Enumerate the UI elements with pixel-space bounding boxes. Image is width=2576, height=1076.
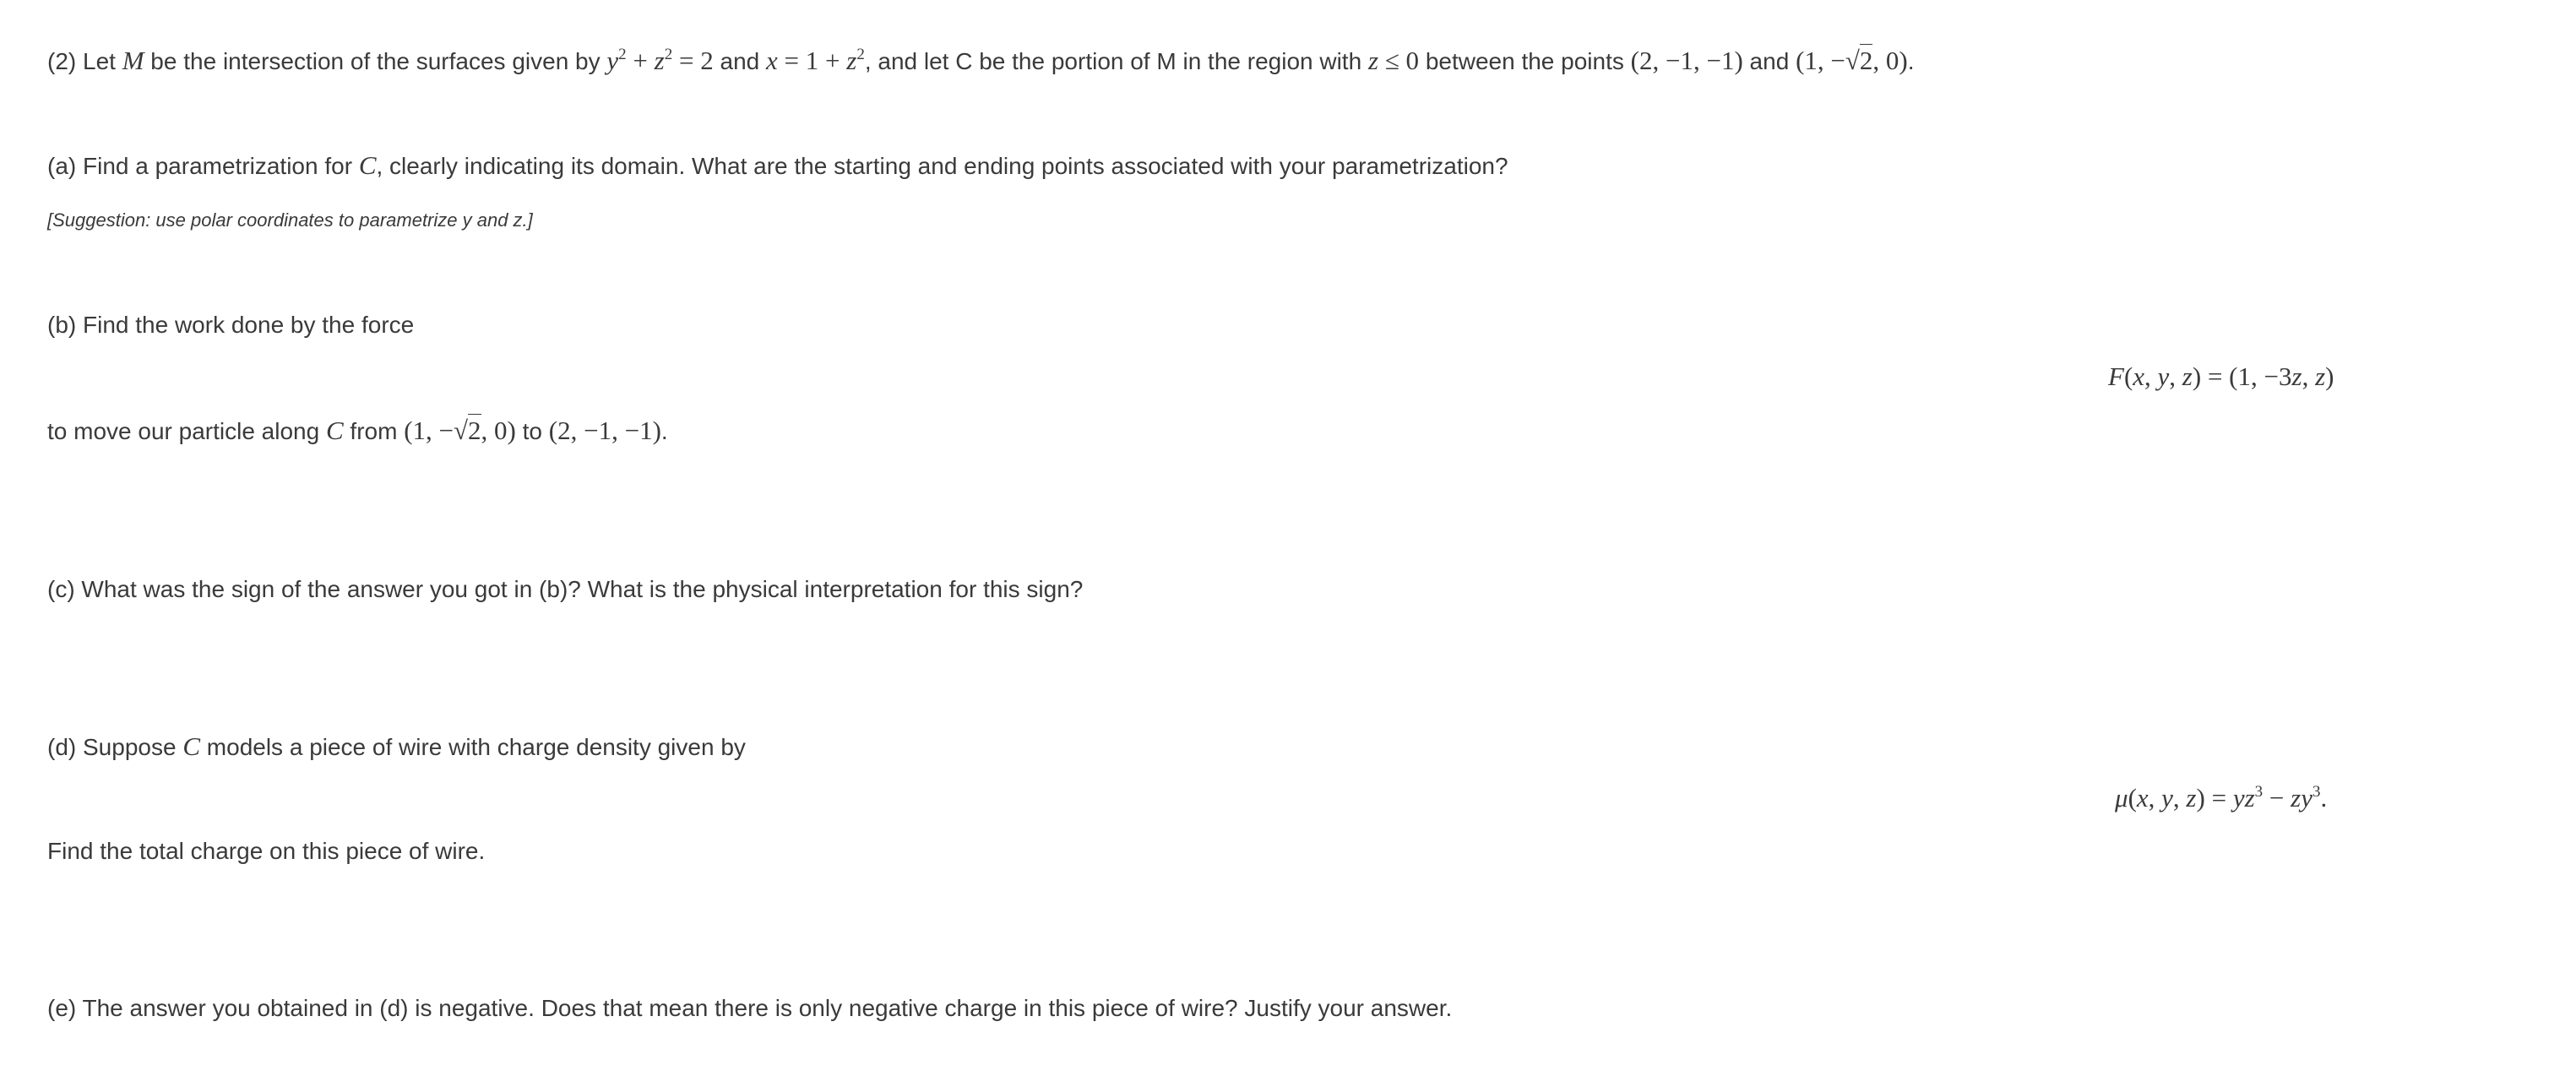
part-a-suggestion: [Suggestion: use polar coordinates to parametrize y and z.] [47,209,533,231]
part-c-question: (c) What was the sign of the answer you got in (b)? What is the physical interpretation for this sign? [47,576,1084,602]
math-from-point: (1, −√2, 0) [404,416,516,445]
intro-text: between the points [1425,48,1631,74]
intro-text: , and let C be the portion of M in the region with [864,48,1368,74]
part-b-text: to [515,418,549,444]
math-to-point: (2, −1, −1) [548,416,661,445]
part-a-question [47,149,1508,183]
part-b-text: to move our particle along [47,418,326,444]
part-b-question: (b) Find the work done by the force [47,312,415,338]
math-region: z ≤ 0 [1367,46,1420,75]
force-field-formula: F(x, y, z) = (1, −3z, z) [2108,361,2334,391]
intro-text: . [1907,48,1915,74]
problem-statement [47,44,1915,79]
part-b-continuation [47,414,668,448]
math-C: C [358,150,377,180]
intro-text: and [713,48,766,74]
math-M: M [122,46,144,75]
part-b-text: from [343,418,405,444]
math-point-b: (1, −√2, 0) [1796,46,1908,75]
part-d-text: models a piece of wire with charge density given by [200,734,746,760]
part-d-text: (d) Suppose [47,734,183,760]
intro-text: (2) Let [47,48,122,74]
charge-density-formula: μ(x, y, $z) = yz^3 - zy^3$. [2115,783,2328,812]
part-a-text: , clearly indicating its domain. What are the starting and ending points associated with your parametrization? [376,153,1508,179]
math-C: C [325,416,344,445]
intro-text: be the intersection of the surfaces given by [144,48,607,74]
part-b-text: . [660,418,668,444]
math-surface-2: $x = 1 + z^2$ [766,46,865,75]
math-surface-1: $y^2 + z^2 = 2$ [606,46,714,75]
part-e-question: (e) The answer you obtained in (d) is negative. Does that mean there is only negative charge in this piece of wire? Justify your answer. [47,995,1453,1021]
math-point-a: (2, −1, −1) [1630,46,1743,75]
intro-text: and [1742,48,1796,74]
part-a-text: (a) Find a parametrization for [47,153,359,179]
part-d-instruction: Find the total charge on this piece of wire. [47,838,486,864]
part-d-question [47,730,746,764]
math-C: C [182,731,201,761]
